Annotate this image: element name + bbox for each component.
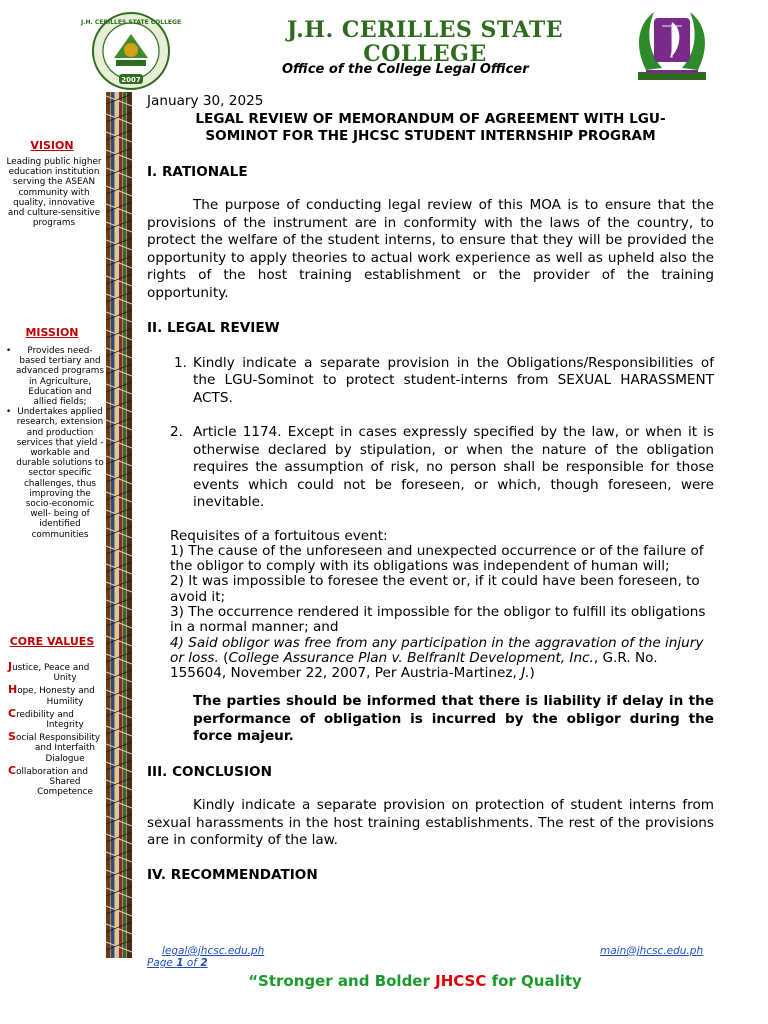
core-value-item: Social Responsibility and Interfaith Dialogue	[8, 730, 101, 764]
vision-text: Leading public higher education institution serving the ASEAN community with quality, innovative and culture-sensitive programs	[6, 157, 102, 229]
core-values-list	[8, 662, 106, 799]
conclusion-paragraph: Kindly indicate a separate provision on protection of student interns from sexual harassments in the host training establishments. The rest of the provisions are in conformity of the law.	[147, 797, 714, 849]
rationale-paragraph: The purpose of conducting legal review of this MOA is to ensure that the provisions of the instrument are in conformity with the laws of the country, to protect the welfare of the student interns, to ensure that they will be provided the opportunity to apply theories to actual work experience as well as upheld also the rights of the host training establishment or the provider of the training opportunity.	[147, 197, 714, 301]
mission-item: • Undertakes applied research, extension and production services that yield - workable and durable solutions to sector specific challenges, thus improving the socio-economic well- being of identified communities	[6, 407, 104, 540]
college-seal-logo	[80, 12, 182, 90]
liability-note: The parties should be informed that there is liability if delay in the performance of obligation is incurred by the obligor during the force majeur.	[193, 693, 714, 745]
mission-list	[6, 346, 104, 540]
page-number: Page 1 of 2	[147, 957, 208, 969]
college-name: J.H. CERILLES STATE COLLEGE	[286, 17, 564, 67]
seal-left-text: J.H. CERILLES STATE COLLEGE	[80, 19, 182, 26]
main-email-link[interactable]: main@jhcsc.edu.ph	[600, 945, 704, 957]
document-body	[147, 93, 714, 884]
vision-heading: VISION	[30, 139, 74, 152]
review-item-1: 1. Kindly indicate a separate provision in the Obligations/Responsibilities of the LGU-Sominot to protect student-interns from SEXUAL HARASSMENT ACTS.	[174, 354, 714, 406]
mission-heading: MISSION	[25, 326, 79, 339]
legal-email-link[interactable]: legal@jhcsc.edu.ph	[162, 945, 265, 957]
office-name: Office of the College Legal Officer	[282, 62, 529, 77]
document-title: LEGAL REVIEW OF MEMORANDUM OF AGREEMENT WITH LGU-SOMINOT FOR THE JHCSC STUDENT INTERNSHIP PROGRAM	[195, 110, 666, 144]
section-recommendation-heading: IV. RECOMMENDATION	[147, 866, 318, 883]
decorative-border-strip	[106, 92, 132, 958]
core-value-item: Justice, Peace and Unity	[8, 660, 90, 684]
section-legal-review-heading: II. LEGAL REVIEW	[147, 320, 280, 336]
legal-office-logo	[632, 6, 712, 88]
review-item-2: 2. Article 1174. Except in cases expressly specified by the law, or when it is otherwise declared by stipulation, or when the nature of the obligation requires the assumption of risk, no person shall be responsible for those events which could not be foreseen, or which, though foreseen, were inevitable.	[170, 424, 714, 510]
core-value-item: Collaboration and Shared Competence	[8, 763, 93, 798]
core-value-item: Hope, Honesty and Humility	[8, 683, 95, 707]
section-conclusion-heading: III. CONCLUSION	[147, 763, 272, 780]
section-rationale-heading: I. RATIONALE	[147, 163, 248, 180]
seal-left-year: 2007	[121, 76, 141, 84]
fortuitous-requisites: Requisites of a fortuitous event: 1) The cause of the unforeseen and unexpected occurrence or of the failure of the obligor to comply with its obligations was independent of human will; 2) It was impossible to foresee the event or, if it could have been foreseen, to avoid it; 3) The occurrence rendered it impossible for the obligor to fulfill its obligations in a normal manner; and 4) Said obligor was free from any participation in the aggravation of the injury or loss. (College Assurance Plan v. Belfranlt Development, Inc., G.R. No. 155604, November 22, 2007, Per Austria-Martinez, J.)	[170, 527, 706, 682]
core-value-item: Credibility and Integrity	[8, 706, 84, 731]
college-slogan: “Stronger and Bolder JHCSC for Quality	[248, 972, 582, 990]
document-date: January 30, 2025	[147, 93, 264, 109]
mission-item: • Provides need-based tertiary and advanced programs in Agriculture, Education and allied fields;	[6, 346, 104, 407]
core-values-heading: CORE VALUES	[9, 635, 95, 648]
